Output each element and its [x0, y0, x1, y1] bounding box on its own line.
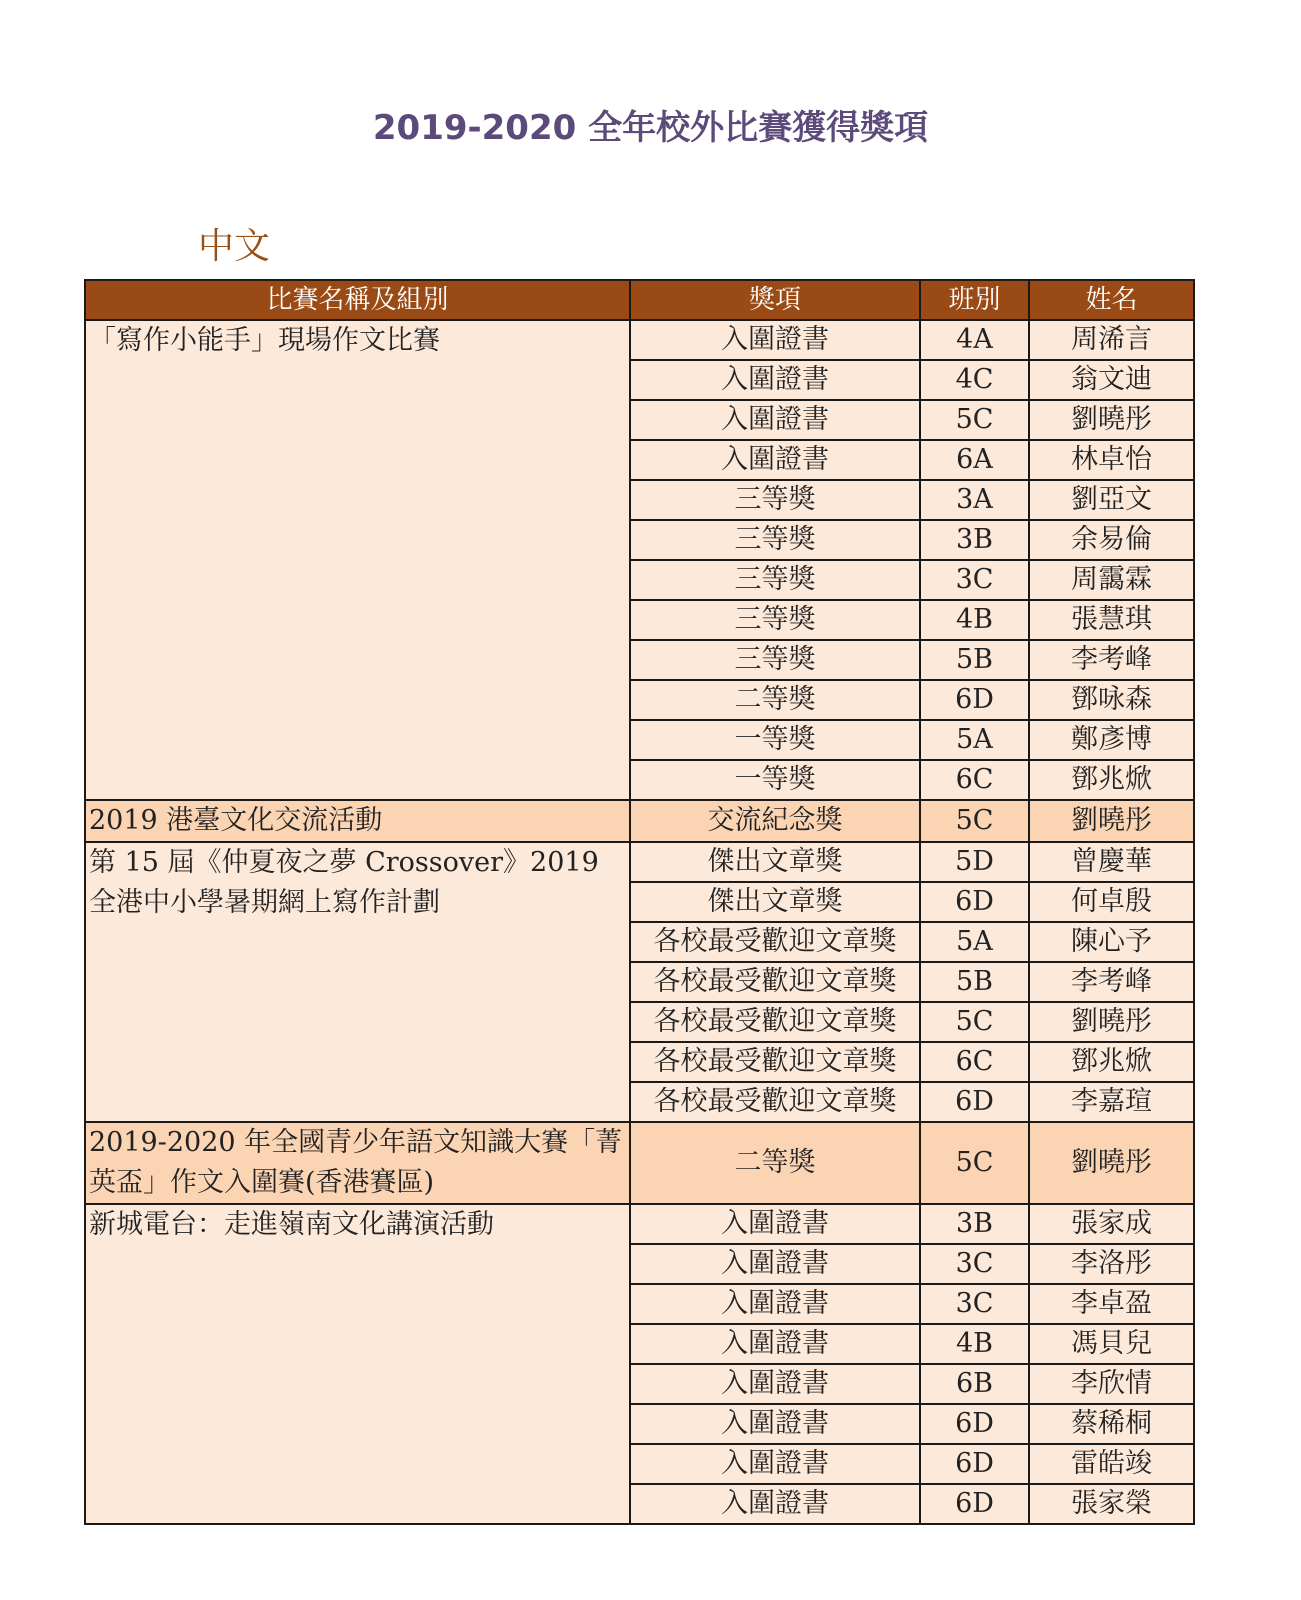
header-competition: 比賽名稱及組別: [85, 280, 630, 320]
award-cell: 傑出文章獎: [630, 882, 920, 922]
award-cell: 入圍證書: [630, 400, 920, 440]
award-cell: 三等獎: [630, 640, 920, 680]
award-cell: 入圍證書: [630, 1204, 920, 1244]
table-header-row: [85, 280, 1194, 320]
award-cell: 各校最受歡迎文章獎: [630, 962, 920, 1002]
class-cell: 6A: [920, 440, 1029, 480]
header-award: 獎項: [630, 280, 920, 320]
title-text: 全年校外比賽獲得獎項: [588, 108, 929, 148]
class-cell: 6D: [920, 1082, 1029, 1122]
class-cell: 3A: [920, 480, 1029, 520]
table-row: [85, 800, 1194, 842]
award-cell: 三等獎: [630, 520, 920, 560]
award-cell: 入圍證書: [630, 1404, 920, 1444]
student-name-cell: 周靄霖: [1029, 560, 1194, 600]
competition-name-cell: 「寫作小能手」現場作文比賽: [85, 320, 630, 800]
student-name-cell: 劉亞文: [1029, 480, 1194, 520]
award-cell: 一等獎: [630, 720, 920, 760]
award-cell: 入圍證書: [630, 320, 920, 360]
award-cell: 入圍證書: [630, 360, 920, 400]
student-name-cell: 周浠言: [1029, 320, 1194, 360]
student-name-cell: 陳心予: [1029, 922, 1194, 962]
student-name-cell: 李考峰: [1029, 962, 1194, 1002]
competition-name-cell: 新城電台：走進嶺南文化講演活動: [85, 1204, 630, 1524]
class-cell: 6D: [920, 1484, 1029, 1524]
table-row: [85, 320, 1194, 360]
class-cell: 5A: [920, 720, 1029, 760]
student-name-cell: 張家成: [1029, 1204, 1194, 1244]
award-cell: 各校最受歡迎文章獎: [630, 1002, 920, 1042]
header-class: 班別: [920, 280, 1029, 320]
student-name-cell: 林卓怡: [1029, 440, 1194, 480]
student-name-cell: 鄭彥博: [1029, 720, 1194, 760]
class-cell: 5D: [920, 842, 1029, 882]
class-cell: 5B: [920, 962, 1029, 1002]
student-name-cell: 李卓盈: [1029, 1284, 1194, 1324]
student-name-cell: 李洛彤: [1029, 1244, 1194, 1284]
award-cell: 入圍證書: [630, 1284, 920, 1324]
award-cell: 二等獎: [630, 1122, 920, 1204]
class-cell: 6B: [920, 1364, 1029, 1404]
student-name-cell: 何卓殷: [1029, 882, 1194, 922]
competition-name-cell: 第 15 屆《仲夏夜之夢 Crossover》2019 全港中小學暑期網上寫作計劃: [85, 842, 630, 1122]
awards-table: [84, 279, 1195, 1525]
class-cell: 5C: [920, 1002, 1029, 1042]
award-cell: 入圍證書: [630, 1364, 920, 1404]
student-name-cell: 馮貝兒: [1029, 1324, 1194, 1364]
award-cell: 入圍證書: [630, 440, 920, 480]
class-cell: 3B: [920, 1204, 1029, 1244]
section-heading: 中文: [198, 226, 271, 267]
award-cell: 三等獎: [630, 560, 920, 600]
class-cell: 6C: [920, 1042, 1029, 1082]
student-name-cell: 李考峰: [1029, 640, 1194, 680]
class-cell: 3C: [920, 1284, 1029, 1324]
student-name-cell: 李欣情: [1029, 1364, 1194, 1404]
award-cell: 入圍證書: [630, 1484, 920, 1524]
student-name-cell: 張慧琪: [1029, 600, 1194, 640]
student-name-cell: 張家榮: [1029, 1484, 1194, 1524]
student-name-cell: 劉曉彤: [1029, 1122, 1194, 1204]
award-cell: 入圍證書: [630, 1444, 920, 1484]
competition-name-cell: 2019 港臺文化交流活動: [85, 800, 630, 842]
table-row: [85, 842, 1194, 882]
class-cell: 6D: [920, 1444, 1029, 1484]
page-title: [0, 100, 1301, 149]
competition-name-cell: 2019-2020 年全國青少年語文知識大賽「菁英盃」作文入圍賽(香港賽區): [85, 1122, 630, 1204]
student-name-cell: 蔡稀桐: [1029, 1404, 1194, 1444]
class-cell: 5C: [920, 800, 1029, 842]
award-cell: 傑出文章獎: [630, 842, 920, 882]
class-cell: 5A: [920, 922, 1029, 962]
award-cell: 入圍證書: [630, 1244, 920, 1284]
class-cell: 3C: [920, 560, 1029, 600]
class-cell: 4A: [920, 320, 1029, 360]
class-cell: 6D: [920, 680, 1029, 720]
class-cell: 3B: [920, 520, 1029, 560]
class-cell: 5C: [920, 1122, 1029, 1204]
class-cell: 5B: [920, 640, 1029, 680]
award-cell: 各校最受歡迎文章獎: [630, 1082, 920, 1122]
award-cell: 一等獎: [630, 760, 920, 800]
title-year: 2019-2020: [372, 108, 577, 148]
class-cell: 5C: [920, 400, 1029, 440]
student-name-cell: 鄧咏森: [1029, 680, 1194, 720]
award-cell: 二等獎: [630, 680, 920, 720]
student-name-cell: 雷皓竣: [1029, 1444, 1194, 1484]
award-cell: 各校最受歡迎文章獎: [630, 1042, 920, 1082]
class-cell: 3C: [920, 1244, 1029, 1284]
student-name-cell: 翁文迪: [1029, 360, 1194, 400]
award-cell: 三等獎: [630, 480, 920, 520]
student-name-cell: 鄧兆焮: [1029, 1042, 1194, 1082]
class-cell: 4C: [920, 360, 1029, 400]
awards-table-body: [85, 320, 1194, 1524]
student-name-cell: 曾慶華: [1029, 842, 1194, 882]
class-cell: 6D: [920, 1404, 1029, 1444]
student-name-cell: 劉曉彤: [1029, 1002, 1194, 1042]
student-name-cell: 余易倫: [1029, 520, 1194, 560]
table-row: [85, 1122, 1194, 1204]
student-name-cell: 李嘉瑄: [1029, 1082, 1194, 1122]
student-name-cell: 劉曉彤: [1029, 400, 1194, 440]
class-cell: 6C: [920, 760, 1029, 800]
award-cell: 交流紀念獎: [630, 800, 920, 842]
award-cell: 入圍證書: [630, 1324, 920, 1364]
student-name-cell: 鄧兆焮: [1029, 760, 1194, 800]
header-name: 姓名: [1029, 280, 1194, 320]
student-name-cell: 劉曉彤: [1029, 800, 1194, 842]
class-cell: 6D: [920, 882, 1029, 922]
class-cell: 4B: [920, 1324, 1029, 1364]
award-cell: 各校最受歡迎文章獎: [630, 922, 920, 962]
table-row: [85, 1204, 1194, 1244]
award-cell: 三等獎: [630, 600, 920, 640]
class-cell: 4B: [920, 600, 1029, 640]
